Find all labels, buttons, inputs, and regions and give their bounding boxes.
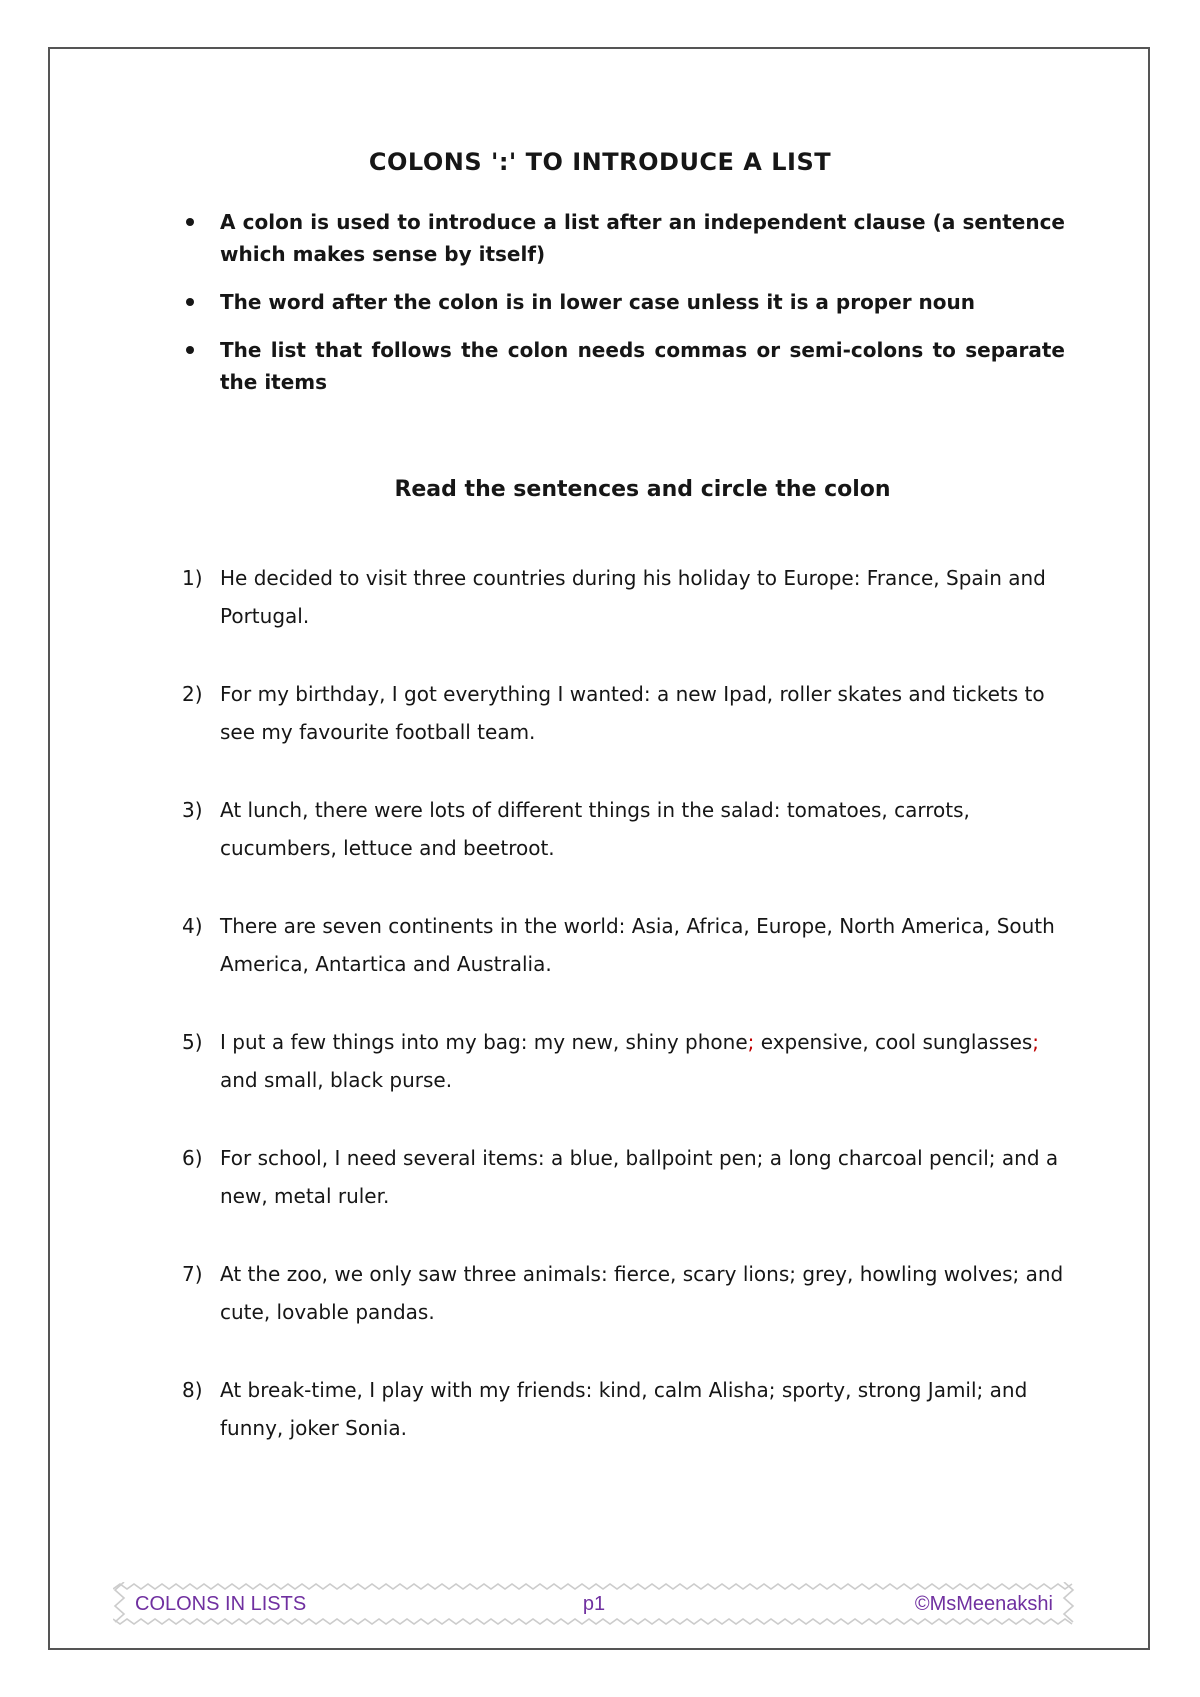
sentence-text: He decided to visit three countries during his holiday to Europe: France, Spain and Portugal. [220, 566, 1046, 628]
bullet-icon [186, 298, 194, 306]
sentence-text: At lunch, there were lots of different things in the salad: tomatoes, carrots, cucumbers, lettuce and beetroot. [220, 798, 970, 860]
item-number: 6) [182, 1146, 203, 1170]
sentence-text: For school, I need several items: a blue, ballpoint pen; a long charcoal pencil; and a new, metal ruler. [220, 1146, 1059, 1208]
bullet-icon [186, 346, 194, 354]
item-number: 3) [182, 798, 203, 822]
item-number: 7) [182, 1262, 203, 1286]
table-row [182, 1255, 1065, 1331]
sentence-text: At break-time, I play with my friends: kind, calm Alisha; sporty, strong Jamil; and funny, joker Sonia. [220, 1378, 1028, 1440]
section-heading: Read the sentences and circle the colon [394, 477, 891, 502]
table-row [182, 1139, 1065, 1215]
red-semicolon: ; [747, 1030, 755, 1054]
footer-copyright: ©MsMeenakshi [914, 1593, 1053, 1615]
sentence-segment: I put a few things into my bag: my new, shiny phone [220, 1030, 748, 1054]
table-row [182, 675, 1065, 751]
sentence-text: For my birthday, I got everything I wanted: a new Ipad, roller skates and tickets to see my favourite football team. [220, 682, 1045, 744]
table-row [182, 907, 1065, 983]
item-number: 8) [182, 1378, 203, 1402]
item-number: 5) [182, 1030, 203, 1054]
sentence-segment: expensive, cool sunglasses [754, 1030, 1033, 1054]
table-row [182, 1371, 1065, 1447]
footer-title: COLONS IN LISTS [135, 1593, 307, 1615]
item-number: 2) [182, 682, 203, 706]
numbered-sentence-list [182, 559, 1065, 1487]
sentence-text: At the zoo, we only saw three animals: fierce, scary lions; grey, howling wolves; and cute, lovable pandas. [220, 1262, 1064, 1324]
bullet-text: The word after the colon is in lower case unless it is a proper noun [220, 290, 975, 314]
bullet-icon [186, 218, 194, 226]
bullet-text: A colon is used to introduce a list after an independent clause (a sentence which makes sense by itself) [220, 210, 1065, 266]
red-semicolon: ; [1032, 1030, 1040, 1054]
bullet-text: The list that follows the colon needs commas or semi-colons to separate the items [220, 338, 1065, 394]
item-number: 4) [182, 914, 203, 938]
page-title: COLONS ':' TO INTRODUCE A LIST [368, 148, 832, 176]
item-number: 1) [182, 566, 203, 590]
sentence-text [220, 1030, 1039, 1092]
page-number: p1 [582, 1593, 606, 1615]
sentence-segment: and small, black purse. [220, 1068, 453, 1092]
table-row [182, 1023, 1065, 1099]
sentence-text: There are seven continents in the world: Asia, Africa, Europe, North America, South America, Antartica and Australia. [220, 914, 1055, 976]
list-item [220, 334, 1065, 398]
list-item [220, 286, 1065, 318]
footer [113, 1582, 1075, 1626]
table-row [182, 791, 1065, 867]
list-item [220, 206, 1065, 270]
rules-bullet-list [220, 206, 1065, 414]
table-row [182, 559, 1065, 635]
